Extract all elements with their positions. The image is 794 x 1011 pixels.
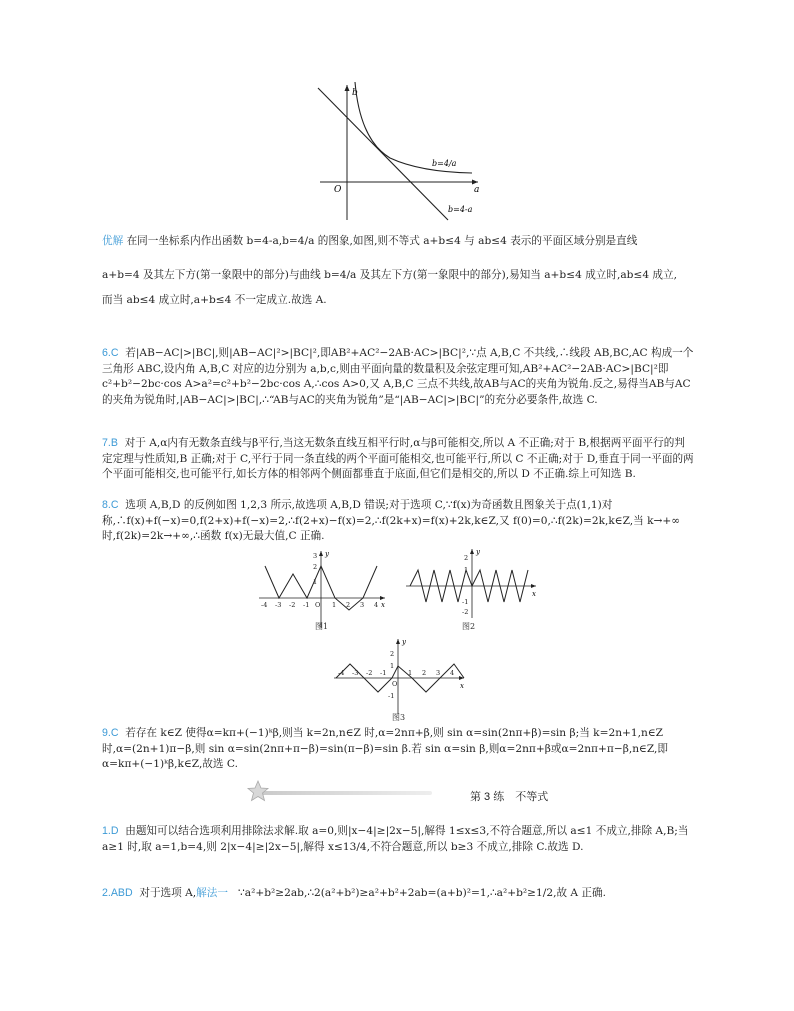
answer-7: 7.B 对于 A,α内有无数条直线与β平行,当这无数条直线互相平行时,α与β可能相交,所以 A 不正确;对于 B,根据两平面平行的判定定理与性质知,B 正确;对于 C,平行于同一条直线的两个平面可能相交,也可能平行,所以 C 不正确;对于 D,垂直于同一平面的两个平面可能相交,也可能平行,如长方体的相邻两个侧面都垂直于底面,但它们是相交的,所以 D 不正确.综上可知选 B. — [102, 437, 694, 480]
svg-text:-2: -2 — [289, 601, 296, 609]
svg-text:2: 2 — [346, 601, 351, 609]
svg-text:2: 2 — [464, 554, 469, 562]
solution-tag: 优解 — [102, 235, 124, 247]
svg-text:O: O — [392, 680, 398, 688]
svg-text:4: 4 — [374, 601, 379, 609]
svg-text:2: 2 — [422, 669, 427, 677]
figure-2 — [402, 546, 542, 631]
svg-text:1: 1 — [408, 669, 413, 677]
a-axis-label: a — [474, 185, 480, 195]
svg-text:1: 1 — [464, 566, 469, 574]
b-axis-label: b — [352, 88, 358, 98]
solution-lead-line3: 而当 ab≤4 成立时,a+b≤4 不一定成立.故选 A. — [102, 294, 327, 306]
svg-text:1: 1 — [332, 601, 337, 609]
svg-text:-1: -1 — [388, 692, 395, 700]
section-title: 第 3 练 不等式 — [470, 791, 549, 803]
section-divider — [242, 788, 432, 798]
figure-hyperbola-line — [300, 80, 490, 225]
straight-line — [318, 88, 448, 220]
answer-9: 9.C 若存在 k∈Z 使得α=kπ+(−1)ᵏβ,则当 k=2n,n∈Z 时,α=2nπ+β,则 sin α=sin(2nπ+β)=sin β;当 k=2n+1,n∈Z 时,α=(2n+1)π−β,则 sin α=sin(2nπ+π−β)=sin(π−β)=sin β.若 sin α=sin β,则α=2nπ+β或α=2nπ+π−β,n∈Z,即α=kπ+(−1)ᵏβ,k∈Z,故选 C. — [102, 727, 669, 770]
svg-text:1: 1 — [313, 578, 318, 586]
svg-text:-3: -3 — [352, 669, 359, 677]
svg-text:-1: -1 — [462, 598, 469, 606]
figure-1-caption: 图1 — [315, 622, 329, 631]
svg-text:-2: -2 — [366, 669, 373, 677]
svg-text:-2: -2 — [462, 608, 469, 616]
answer-s2: 2.ABD 对于选项 A,解法一 ∵a²+b²≥2ab,∴2(a²+b²)≥a²+b²+2ab=(a+b)²=1,∴a²+b²≥1/2,故 A 正确. — [102, 887, 606, 899]
svg-text:-1: -1 — [380, 669, 387, 677]
line-label: b=4-a — [448, 205, 473, 214]
answer-s1: 1.D 由题知可以结合选项利用排除法求解.取 a=0,则|x−4|≥|2x−5|,解得 1≤x≤3,不符合题意,所以 a≤1 不成立,排除 A,B;当 a≥1 时,取 a=1,b=4,则 2|x−4|≥|2x−5|,解得 x≤13/4,不符合题意,所以 b≥3 不成立,排除 C.故选 D. — [102, 825, 689, 853]
svg-text:-4: -4 — [338, 669, 345, 677]
svg-text:4: 4 — [450, 669, 455, 677]
figure-1 — [255, 548, 390, 633]
svg-text:3: 3 — [436, 669, 441, 677]
svg-text:-3: -3 — [275, 601, 282, 609]
svg-text:3: 3 — [360, 601, 365, 609]
method-tag: 解法一 — [196, 887, 228, 899]
svg-text:1: 1 — [390, 662, 395, 670]
svg-text:3: 3 — [313, 552, 318, 560]
svg-text:x: x — [460, 682, 464, 690]
solution-lead-line1: 优解 在同一坐标系内作出函数 b=4-a,b=4/a 的图象,如图,则不等式 a+b≤4 与 ab≤4 表示的平面区域分别是直线 — [102, 235, 638, 247]
answer-8: 8.C 选项 A,B,D 的反例如图 1,2,3 所示,故选项 A,B,D 错误;对于选项 C,∵f(x)为奇函数且图象关于点(1,1)对称,∴f(x)+f(−x)=0,f(2+x)+f(−x)=2,∴f(2+x)−f(x)=2,∴f(2k+x)=f(x)+2k,k∈Z,又 f(0)=0,∴f(2k)=2k,k∈Z,当 k→+∞时,f(2k)=2k→+∞,∴函数 f(x)无最大值,C 正确. — [102, 499, 681, 542]
svg-text:x: x — [381, 601, 385, 609]
answer-6: 6.C 若|AB−AC|>|BC|,则|AB−AC|²>|BC|²,即AB²+AC²−2AB·AC>|BC|²,∵点 A,B,C 不共线,∴线段 AB,BC,AC 构成一个三角形 ABC,设内角 A,B,C 对应的边分别为 a,b,c,则由平面向量的数量积及余弦定理可知,AB²+AC²−2AB·AC>|BC|²即 c²+b²−2bc·cos A>a²=c²+b²−2bc·cos A,∴cos A>0,又 A,B,C 三点不共线,故AB与AC的夹角为锐角.反之,易得当AB与AC的夹角为锐角时,|AB−AC|>|BC|,∴“AB与AC的夹角为锐角”是“|AB−AC|>|BC|”的充分必要条件,故选 C. — [102, 347, 694, 406]
svg-text:2: 2 — [390, 650, 395, 658]
figure-2-caption: 图2 — [462, 622, 476, 631]
figure-3 — [330, 636, 470, 724]
svg-text:y: y — [476, 548, 480, 556]
svg-text:y: y — [325, 550, 329, 558]
origin-label: O — [334, 185, 342, 195]
star-icon — [246, 780, 270, 802]
svg-text:-1: -1 — [303, 601, 310, 609]
solution-lead-line2: a+b=4 及其左下方(第一象限中的部分)与曲线 b=4/a 及其左下方(第一象限中的部分),易知当 a+b≤4 成立时,ab≤4 成立, — [102, 269, 677, 281]
svg-text:O: O — [315, 601, 321, 609]
figure-3-caption: 图3 — [392, 713, 406, 722]
svg-text:y: y — [402, 638, 406, 646]
svg-text:x: x — [532, 590, 536, 598]
svg-text:-4: -4 — [261, 601, 268, 609]
svg-text:2: 2 — [313, 563, 318, 571]
curve-label: b=4/a — [432, 159, 457, 168]
